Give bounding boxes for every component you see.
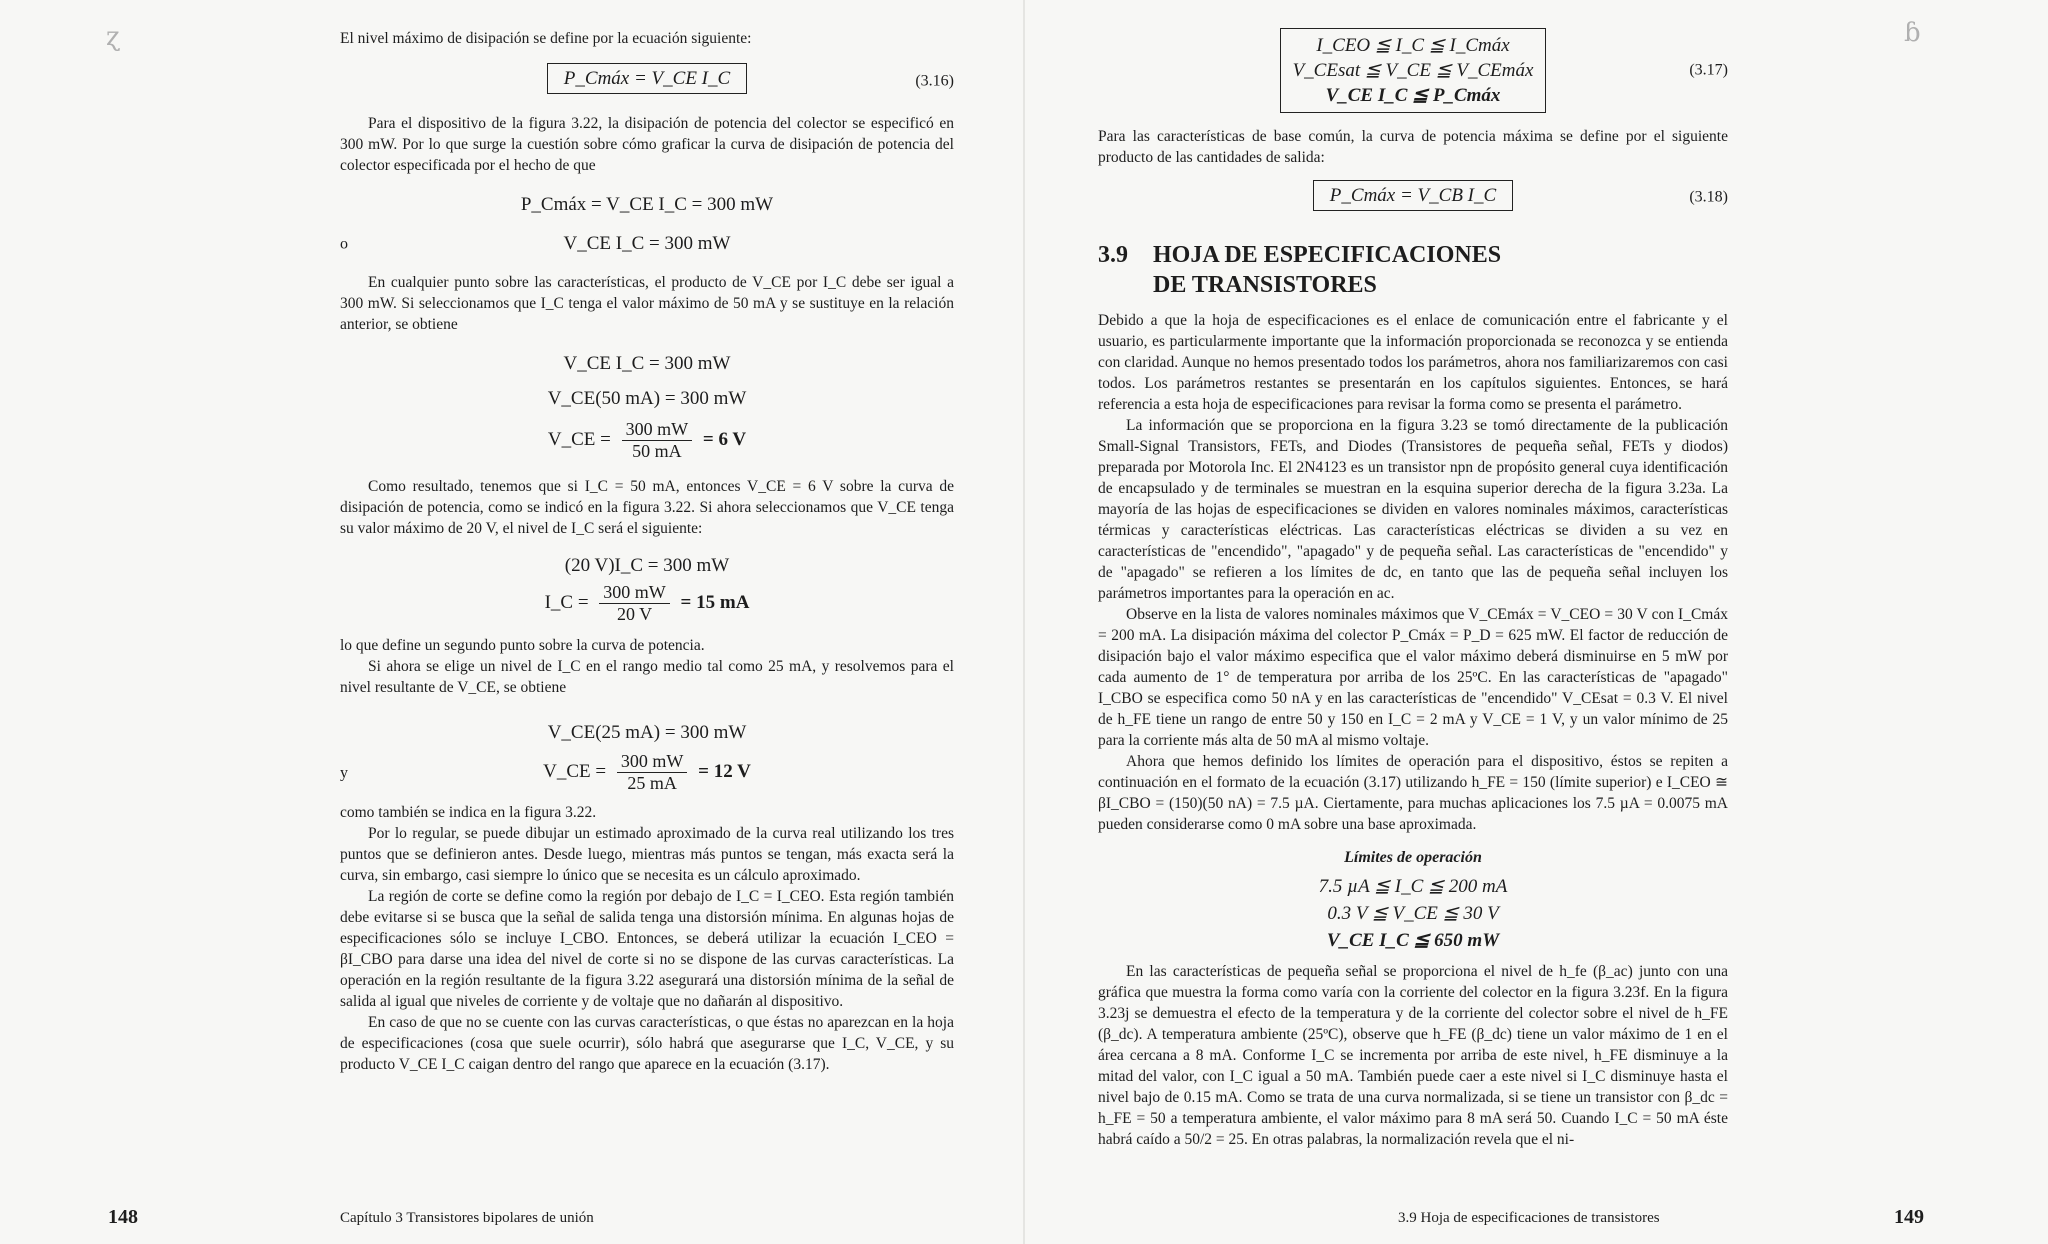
equation-i	[340, 751, 954, 794]
left-paragraph-9: En caso de que no se cuente con las curvas características, o que éstas no aparezcan en la hoja de especificaciones (cosa que suele ocurrir), sólo habrá que asegurarse que I_C, V_CE, y su producto V_CE I_C caigan dentro del rango que aparece en la ecuación (3.17).	[340, 1014, 954, 1073]
eq317-number: (3.17)	[1689, 61, 1728, 79]
right-text-column	[1098, 28, 1728, 1150]
eq317-line-1: I_CEO ≦ I_C ≦ I_Cmáx	[1316, 35, 1510, 56]
left-paragraph-1: Para el dispositivo de la figura 3.22, la disipación de potencia del colector se especificó en 300 mW. Por lo que surge la cuestión sobre cómo graficar la curva de disipación de potencia del colector especificada por el hecho de que	[340, 115, 954, 174]
limit-3: V_CE I_C ≦ 650 mW	[1326, 930, 1500, 951]
equation-c: V_CE I_C = 300 mW	[563, 353, 731, 374]
right-paragraph-1: Para las características de base común, la curva de potencia máxima se define por el siguiente producto de las cantidades de salida:	[1098, 128, 1728, 166]
eq-e-result: = 6 V	[702, 428, 747, 450]
eq-e-fraction	[622, 419, 693, 462]
section-number: 3.9	[1098, 242, 1128, 268]
equation-e	[340, 419, 954, 462]
left-page-number: 148	[108, 1206, 138, 1228]
section-heading	[1098, 240, 1728, 300]
equation-h: V_CE(25 mA) = 300 mW	[547, 722, 747, 743]
equation-vceic	[340, 233, 954, 254]
equation-3-18	[1098, 180, 1728, 214]
section-title-line-1	[1098, 240, 1728, 270]
right-paragraph-2: Debido a que la hoja de especificaciones es el enlace de comunicación entre el fabricante y el usuario, es particularmente importante que la información proporcionada se reconozca y se entienda con claridad. Aunque no hemos presentado todos los parámetros, ahora nos familiarizaremos con casi todos. Los parámetros restantes se presentarán en los capítulos siguientes. Entonces, se hará referencia a esta hoja de especificaciones para revisar la forma como se presenta el parámetro.	[1098, 312, 1728, 413]
eq-g-denominator: 20 V	[616, 604, 653, 624]
eq-g-lhs: I_C =	[544, 591, 589, 613]
right-running-head: 3.9 Hoja de especificaciones de transistores	[1398, 1210, 1660, 1226]
equation-3-17	[1098, 28, 1728, 112]
equation-d: V_CE(50 mA) = 300 mW	[547, 388, 747, 409]
left-paragraph-5: Si ahora se elige un nivel de I_C en el rango medio tal como 25 mA, y resolvemos para el nivel resultante de V_CE, se obtiene	[340, 658, 954, 696]
left-paragraph-3: Como resultado, tenemos que si I_C = 50 mA, entonces V_CE = 6 V sobre la curva de disipación de potencia, como se indicó en la figura 3.22. Si ahora seleccionamos que V_CE tenga su valor máximo de 20 V, el nivel de I_C será el siguiente:	[340, 478, 954, 537]
limit-1: 7.5 µA ≦ I_C ≦ 200 mA	[1318, 876, 1508, 897]
eq-e-numerator: 300 mW	[622, 419, 693, 441]
section-title-line-2: DE TRANSISTORES	[1153, 272, 1377, 298]
right-page-number: 149	[1894, 1206, 1924, 1228]
right-paragraph-3: La información que se proporciona en la figura 3.23 se tomó directamente de la publicación Small-Signal Transistors, FETs, and Diodes (Transistores de pequeña señal, FETs y diodos) preparada por Motorola Inc. El 2N4123 es un transistor npn de propósito general cuya identificación de encapsulado y de terminales se muestran en la esquina superior derecha de la figura 3.23a. La mayoría de las hojas de especificaciones se dividen en valores nominales máximos, características térmicas y características eléctricas. Las características eléctricas se dividen a su vez en características de "encendido", "apagado" y de pequeña señal. Las características de "encendido" y de "apagado" se refieren a los límites de dc, en tanto que las de pequeña señal incluyen los parámetros importantes para la operación en ac.	[1098, 417, 1728, 602]
equation-g	[340, 582, 954, 625]
limit-2: 0.3 V ≦ V_CE ≦ 30 V	[1327, 903, 1499, 924]
right-page	[1024, 0, 2048, 1244]
section-title-1: HOJA DE ESPECIFICACIONES	[1153, 242, 1502, 268]
left-paragraph-6: como también se indica en la figura 3.22.	[340, 804, 597, 821]
right-paragraph-6: En las características de pequeña señal se proporciona el nivel de h_fe (β_ac) junto con una gráfica que muestra la forma como varía con la corriente del colector en la figura 3.23f. En la figura 3.23j se demuestra el efecto de la temperatura y de la corriente del colector sobre el nivel de h_FE (β_dc). A temperatura ambiente (25ºC), observe que h_FE (β_dc) tiene un valor máximo de 1 en el área cercana a 8 mA. Conforme I_C se incrementa por arriba de este nivel, h_FE disminuye a la mitad del valor, con I_C igual a 50 mA. También puede caer a este nivel si I_C disminuye hasta el nivel bajo de 0.15 mA. Como se trata de una curva normalizada, si se tiene un transistor con β_dc = h_FE = 50 a temperatura ambiente, el valor máximo para 8 mA será 50. Cuando I_C = 50 mA éste habrá caído a 50/2 = 25. En otras palabras, la normalización revela que el ni-	[1098, 963, 1728, 1148]
eq317-line-3: V_CE I_C ≦ P_Cmáx	[1325, 85, 1501, 106]
left-paragraph-2: En cualquier punto sobre las características, el producto de V_CE por I_C debe ser igual a 300 mW. Si seleccionamos que I_C tenga el valor máximo de 50 mA y se sustituye en la relación anterior, se obtiene	[340, 274, 954, 333]
y-label: y	[340, 764, 348, 781]
eq317-box	[1280, 28, 1547, 113]
margin-pen-mark: ɀ	[106, 22, 120, 52]
left-running-head: Capítulo 3 Transistores bipolares de unión	[340, 1210, 594, 1226]
eq-e-denominator: 50 mA	[632, 441, 682, 461]
eq-g-result: = 15 mA	[680, 591, 750, 613]
equation-pcmax: P_Cmáx = V_CE I_C = 300 mW	[520, 194, 774, 215]
eq-i-numerator: 300 mW	[617, 751, 688, 773]
eq318-number: (3.18)	[1689, 188, 1728, 206]
eq-i-fraction	[617, 751, 688, 794]
or-label: o	[340, 235, 348, 252]
eq-e-lhs: V_CE =	[547, 428, 611, 450]
eq316-number: (3.16)	[915, 72, 954, 90]
left-intro: El nivel máximo de disipación se define por la ecuación siguiente:	[340, 30, 752, 47]
left-text-column	[340, 28, 954, 1075]
eq316-box: P_Cmáx = V_CE I_C	[547, 63, 747, 94]
left-paragraph-7: Por lo regular, se puede dibujar un estimado aproximado de la curva real utilizando los tres puntos que se definieron antes. Desde luego, mientras más puntos se tengan, más exacta será la curva, sin embargo, casi siempre lo único que se necesita es un cálculo aproximado.	[340, 825, 954, 884]
eq-i-result: = 12 V	[698, 760, 751, 782]
eq-b-text: V_CE I_C = 300 mW	[563, 233, 731, 254]
right-paragraph-5: Ahora que hemos definido los límites de operación para el dispositivo, éstos se repiten a continuación en el formato de la ecuación (3.17) utilizando h_FE = 150 (límite superior) e I_CEO ≅ βI_CBO = (150)(50 nA) = 7.5 µA. Ciertamente, para muchas aplicaciones los 7.5 µA = 0.0075 mA pueden considerarse como 0 mA sobre una base aproximada.	[1098, 753, 1728, 833]
eq-i-denominator: 25 mA	[627, 773, 677, 793]
equation-f: (20 V)I_C = 300 mW	[564, 555, 730, 576]
left-paragraph-4: lo que define un segundo punto sobre la curva de potencia.	[340, 637, 705, 654]
eq-i-lhs: V_CE =	[543, 760, 607, 782]
limits-title: Límites de operación	[1344, 849, 1482, 866]
left-paragraph-8: La región de corte se define como la región por debajo de I_C = I_CEO. Esta región también debe evitarse si se busca que la señal de salida tenga una distorsión mínima. En algunas hojas de especificaciones sólo se incluye I_CBO. Entonces, se deberá utilizar la ecuación I_CEO = βI_CBO para darse una idea del nivel de corte si no se dispone de las curvas características. La operación en la región resultante de la figura 3.22 asegurará una distorsión mínima de la señal de salida al igual que niveles de corriente y de voltaje que no dañarán al dispositivo.	[340, 888, 954, 1010]
eq-g-numerator: 300 mW	[599, 582, 670, 604]
eq317-line-2: V_CEsat ≦ V_CE ≦ V_CEmáx	[1292, 60, 1534, 81]
eq318-box: P_Cmáx = V_CB I_C	[1313, 180, 1513, 211]
equation-3-16	[340, 63, 954, 99]
right-paragraph-4: Observe en la lista de valores nominales máximos que V_CEmáx = V_CEO = 30 V con I_Cmáx = 200 mA. La disipación máxima del colector P_Cmáx = P_D = 625 mW. El factor de reducción de disipación bajo el valor máximo especifica que el valor máximo deberá disminuirse en 5 mW por cada aumento de 1° de temperatura por arriba de los 25ºC. En las características de "apagado" I_CBO se especifica como 50 nA y en las características de "encendido" V_CEsat = 0.3 V. El nivel de h_FE tiene un rango de entre 50 y 150 en I_C = 2 mA y V_CE = 1 V, y un valor mínimo de 25 para la corriente más alta de 50 mA al mismo voltaje.	[1098, 606, 1728, 749]
margin-pen-mark-right: ɓ	[1904, 18, 1921, 48]
eq-g-fraction	[599, 582, 670, 625]
